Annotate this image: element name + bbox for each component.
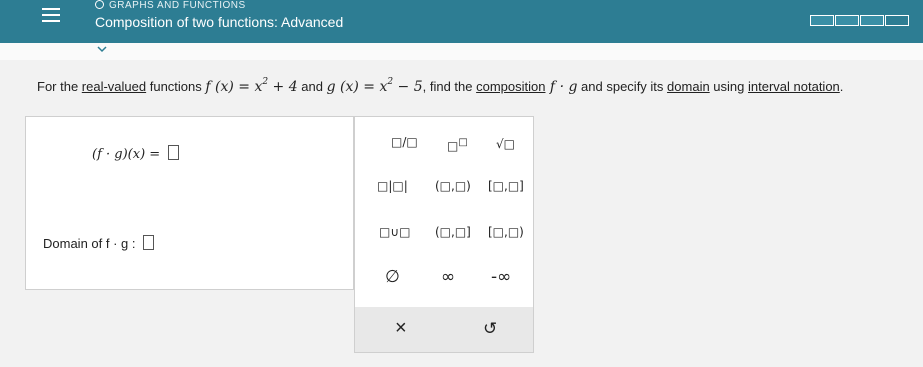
function-f: f $(x) = x^2 + 4$	[205, 77, 298, 95]
topic-circle-icon	[95, 0, 104, 9]
domain-row: Domain of f · g :	[43, 235, 154, 251]
progress-segment	[810, 15, 834, 26]
page-title: Composition of two functions: Advanced	[95, 14, 344, 30]
topic-label: GRAPHS AND FUNCTIONS	[95, 0, 246, 11]
function-g: g $(x) = x^2 - 5$	[326, 77, 423, 95]
link-composition[interactable]: composition	[476, 79, 546, 94]
union-button[interactable]: □∪□	[379, 225, 411, 239]
undo-button[interactable]: ↺	[483, 319, 498, 338]
progress-bar	[810, 15, 923, 25]
progress-segment	[885, 15, 909, 26]
hamburger-menu-icon[interactable]	[42, 8, 60, 22]
math-keypad	[354, 116, 534, 353]
composition-row: (f · g)(x) =	[92, 145, 179, 162]
closed-interval-button[interactable]: [□,□]	[488, 179, 524, 193]
composition-input[interactable]	[168, 145, 179, 160]
answer-panel	[25, 116, 354, 290]
sqrt-button[interactable]: √□	[496, 137, 515, 151]
infinity-button[interactable]: ∞	[441, 267, 456, 287]
open-interval-button[interactable]: (□,□)	[435, 179, 471, 193]
empty-set-button[interactable]: ∅	[385, 267, 400, 287]
chevron-down-icon[interactable]	[97, 44, 107, 54]
progress-segment	[860, 15, 884, 26]
absolute-value-button[interactable]: □|□|	[377, 179, 408, 193]
domain-input[interactable]	[143, 235, 154, 250]
subheader-strip	[0, 43, 923, 60]
question-text: For the real-valued functions f $(x) = x^2 + 4$ and g $(x) = x^2 - 5$, find the composition f · g and specify its domain using interval notation.	[37, 77, 844, 95]
negative-infinity-button[interactable]: -∞	[491, 267, 512, 287]
link-interval-notation[interactable]: interval notation	[748, 79, 840, 94]
link-domain[interactable]: domain	[667, 79, 710, 94]
fraction-button[interactable]: □/□	[391, 135, 418, 149]
keypad-actions	[355, 307, 533, 352]
progress-segment	[835, 15, 859, 26]
open-closed-interval-button[interactable]: (□,□]	[435, 225, 471, 239]
clear-button[interactable]: ×	[395, 317, 407, 339]
link-real-valued[interactable]: real-valued	[81, 79, 147, 94]
top-bar	[0, 0, 923, 43]
closed-open-interval-button[interactable]: [□,□)	[488, 225, 524, 239]
power-button[interactable]: □□	[447, 137, 468, 153]
